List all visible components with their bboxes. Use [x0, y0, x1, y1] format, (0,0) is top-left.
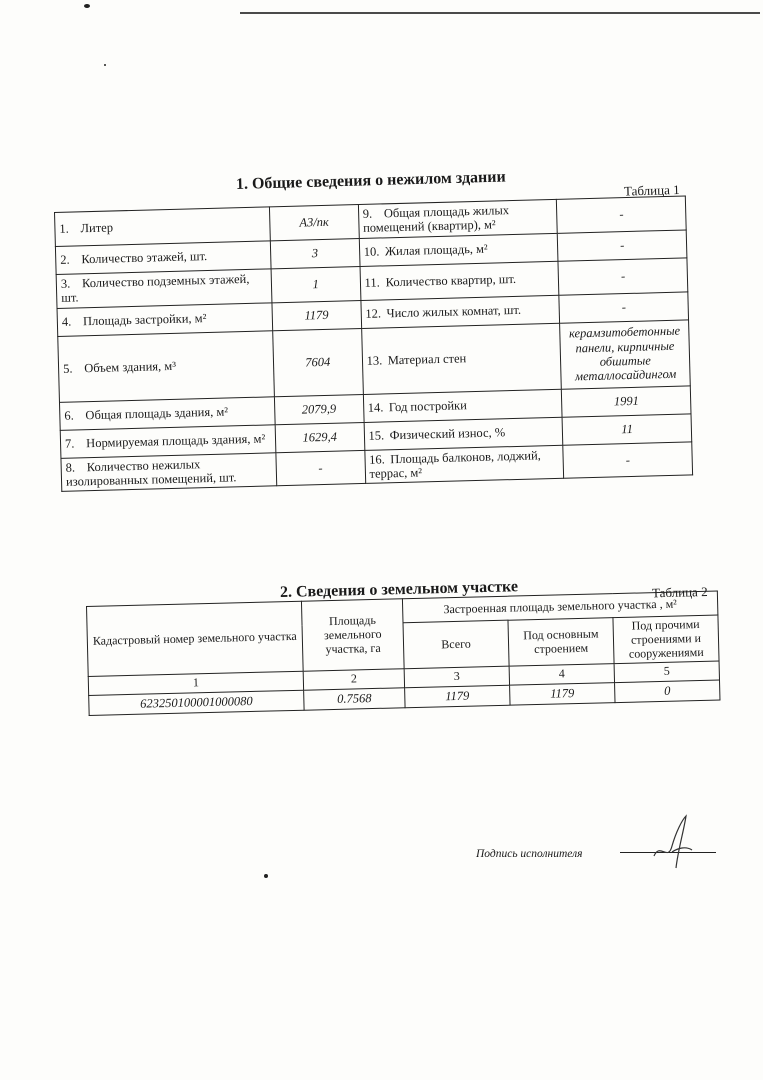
cadastral-number: 623250100001000080 — [89, 690, 304, 715]
scan-artifact-dot — [264, 874, 268, 878]
row-label: 7. Нормируемая площадь здания, м² — [60, 424, 276, 458]
row-label: 13. Материал стен — [361, 323, 561, 394]
row-value: 1629,4 — [275, 422, 364, 452]
header-other-buildings: Под прочими строениями и сооружениями — [613, 615, 719, 664]
header-area: Площадь земельного участка, га — [301, 599, 404, 672]
row-value: - — [276, 450, 366, 486]
header-total: Всего — [403, 620, 509, 669]
header-built-area: Застроенная площадь земельного участка , м² — [402, 591, 717, 623]
col-number: 5 — [614, 661, 719, 682]
handwritten-signature — [646, 812, 696, 872]
row-label: 14. Год постройки — [363, 389, 562, 422]
row-value: - — [558, 230, 687, 261]
col-number: 4 — [509, 664, 614, 685]
row-label: 9. Общая площадь жилых помещений (квартир), м² — [358, 199, 558, 238]
row-label: 2. Количество этажей, шт. — [55, 241, 271, 275]
row-value: 1 — [271, 266, 361, 302]
row-value: 1179 — [272, 300, 361, 330]
built-total: 1179 — [405, 685, 510, 707]
row-label: 15. Физический износ, % — [364, 417, 563, 450]
row-value: 7604 — [273, 328, 363, 396]
row-value: А3/пк — [269, 205, 359, 241]
scan-artifact-dot — [104, 64, 106, 66]
scan-artifact-line — [240, 12, 760, 14]
table-land-plot — [86, 591, 720, 716]
row-value: 11 — [562, 413, 691, 444]
row-label: 5. Объем здания, м³ — [58, 330, 275, 402]
signature-label: Подпись исполнителя — [476, 848, 583, 860]
header-main-buildings: Под основным строением — [508, 618, 614, 667]
row-label: 8. Количество нежилых изолированных помещений, шт. — [61, 452, 277, 491]
row-value: керамзитобетонные панели, кирпичные обшитые металлосайдингом — [560, 319, 690, 388]
row-label: 4. Площадь застройки, м² — [57, 302, 273, 336]
col-number: 1 — [88, 672, 303, 696]
row-label: 6. Общая площадь здания, м² — [59, 396, 275, 430]
row-value: 3 — [270, 238, 359, 268]
row-label: 10. Жилая площадь, м² — [359, 233, 558, 266]
table1-label: Таблица 1 — [623, 182, 680, 199]
row-label: 16. Площадь балконов, лоджий, террас, м² — [364, 445, 564, 484]
built-main: 1179 — [510, 683, 615, 705]
scan-artifact-dot — [84, 4, 90, 8]
row-label: 1. Литер — [55, 207, 271, 246]
plot-area: 0.7568 — [304, 688, 405, 710]
table-building-info — [54, 195, 693, 492]
table2-label: Таблица 2 — [651, 584, 708, 601]
row-value: - — [559, 291, 688, 322]
col-number: 2 — [303, 669, 404, 690]
header-cadastral: Кадастровый номер земельного участка — [87, 601, 304, 677]
row-value: 1991 — [562, 385, 691, 416]
row-value: - — [558, 258, 687, 295]
row-label: 3. Количество подземных этажей, шт. — [56, 269, 272, 308]
col-number: 3 — [404, 667, 509, 688]
row-value: - — [563, 441, 692, 478]
built-other: 0 — [615, 680, 720, 702]
row-value: - — [557, 196, 686, 233]
row-value: 2079,9 — [274, 394, 363, 424]
row-label: 12. Число жилых комнат, шт. — [361, 295, 560, 328]
section2-title: 2. Сведения о земельном участке — [279, 578, 519, 601]
section1-title: 1. Общие сведения о нежилом здании — [235, 168, 506, 193]
row-label: 11. Количество квартир, шт. — [360, 261, 560, 300]
